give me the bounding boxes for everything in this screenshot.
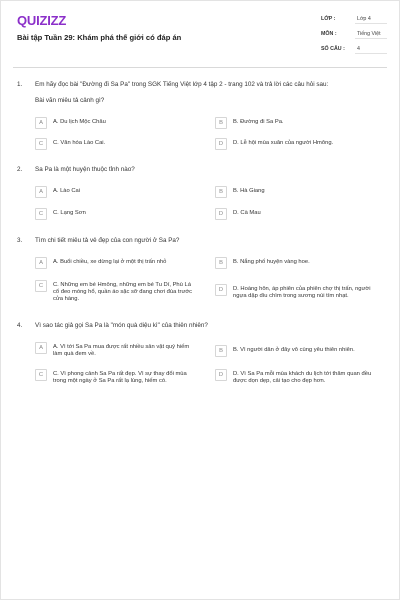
meta-underline: [355, 53, 387, 54]
meta-subject-label: MÔN :: [321, 31, 337, 37]
option-text: A. Du lịch Mộc Châu: [53, 119, 106, 125]
option-text: D. Cà Mau: [233, 210, 261, 216]
question-text: Vì sao tác giả gọi Sa Pa là "món quà diệu kì" của thiên nhiên?: [35, 322, 208, 329]
meta-count-value: 4: [357, 46, 360, 52]
question-1: [17, 81, 383, 161]
option-letter-box: D: [215, 369, 227, 381]
option-letter-box: C: [35, 138, 47, 150]
question-number: 4.: [17, 322, 23, 329]
option-letter-box: C: [35, 208, 47, 220]
question-3: [17, 237, 383, 312]
option-text: D. Vì Sa Pa mỗi mùa khách du lịch tới thăm quan đều được dọn dẹp, cải tạo cho đẹp hơn.: [233, 371, 372, 385]
option-text: C. Những em bé Hmông, những em bé Tu Dí, Phù Lá cổ đeo móng hổ, quần áo sặc sỡ đang chơi đùa trước cửa hàng.: [53, 282, 193, 303]
question-number: 1.: [17, 81, 23, 88]
option-letter-box: A: [35, 342, 47, 354]
option-text: C. Văn hóa Lào Cai.: [53, 140, 106, 146]
option-letter-box: B: [215, 257, 227, 269]
option-letter-box: C: [35, 369, 47, 381]
brand-logo: QUIZIZZ: [17, 13, 67, 28]
option-letter-box: D: [215, 138, 227, 150]
question-text: Tìm chi tiết miêu tả vẻ đẹp của con người ở Sa Pa?: [35, 237, 180, 244]
header-divider: [13, 67, 387, 68]
option-text: C. Vì phong cảnh Sa Pa rất đẹp. Vì sự thay đổi mùa trong một ngày ở Sa Pa rất lạ lùng, hiếm có.: [53, 371, 187, 385]
meta-underline: [355, 23, 387, 24]
question-number: 2.: [17, 166, 23, 173]
option-text: D. Lễ hội mùa xuân của người Hmông.: [233, 140, 334, 146]
option-text: B. Hà Giang: [233, 188, 265, 194]
option-letter-box: A: [35, 117, 47, 129]
option-letter-box: A: [35, 186, 47, 198]
option-text: A. Lào Cai: [53, 188, 81, 194]
page-title: Bài tập Tuần 29: Khám phá thế giới có đáp án: [17, 33, 182, 42]
option-text: B. Đường đi Sa Pa.: [233, 119, 284, 125]
option-text: A. Buổi chiều, xe dừng lại ở một thị trấn nhỏ: [53, 259, 167, 265]
meta-class-label: LỚP :: [321, 16, 336, 22]
option-letter-box: A: [35, 257, 47, 269]
question-text: Em hãy đọc bài "Đường đi Sa Pa" trong SGK Tiếng Việt lớp 4 tập 2 - trang 102 và trả lời các câu hỏi sau:: [35, 81, 329, 88]
meta-count-label: SỐ CÂU :: [321, 46, 345, 52]
question-text: Sa Pa là một huyện thuộc tỉnh nào?: [35, 166, 135, 173]
option-text: B. Nắng phố huyện vàng hoe.: [233, 259, 310, 265]
option-letter-box: B: [215, 345, 227, 357]
question-4: [17, 322, 383, 402]
option-text: A. Vì tới Sa Pa mua được rất nhiều sản vật quý hiếm làm quà đem về.: [53, 344, 190, 358]
option-letter-box: B: [215, 117, 227, 129]
question-2: [17, 166, 383, 226]
meta-underline: [355, 38, 387, 39]
question-number: 3.: [17, 237, 23, 244]
option-text: B. Vì người dân ở đây vô cùng yêu thiên nhiên.: [233, 347, 355, 353]
option-text: D. Hoàng hôn, áp phiên của phiên chợ thị trấn, người ngựa dập dìu chìm trong sương núi tím nhạt.: [233, 286, 371, 300]
meta-class-value: Lớp 4: [357, 16, 371, 22]
question-subtext: Bài văn miêu tả cảnh gì?: [35, 97, 105, 104]
option-letter-box: B: [215, 186, 227, 198]
option-text: C. Lạng Sơn: [53, 210, 86, 216]
option-letter-box: D: [215, 284, 227, 296]
meta-subject-value: Tiếng Việt: [357, 31, 381, 37]
option-letter-box: C: [35, 280, 47, 292]
option-letter-box: D: [215, 208, 227, 220]
